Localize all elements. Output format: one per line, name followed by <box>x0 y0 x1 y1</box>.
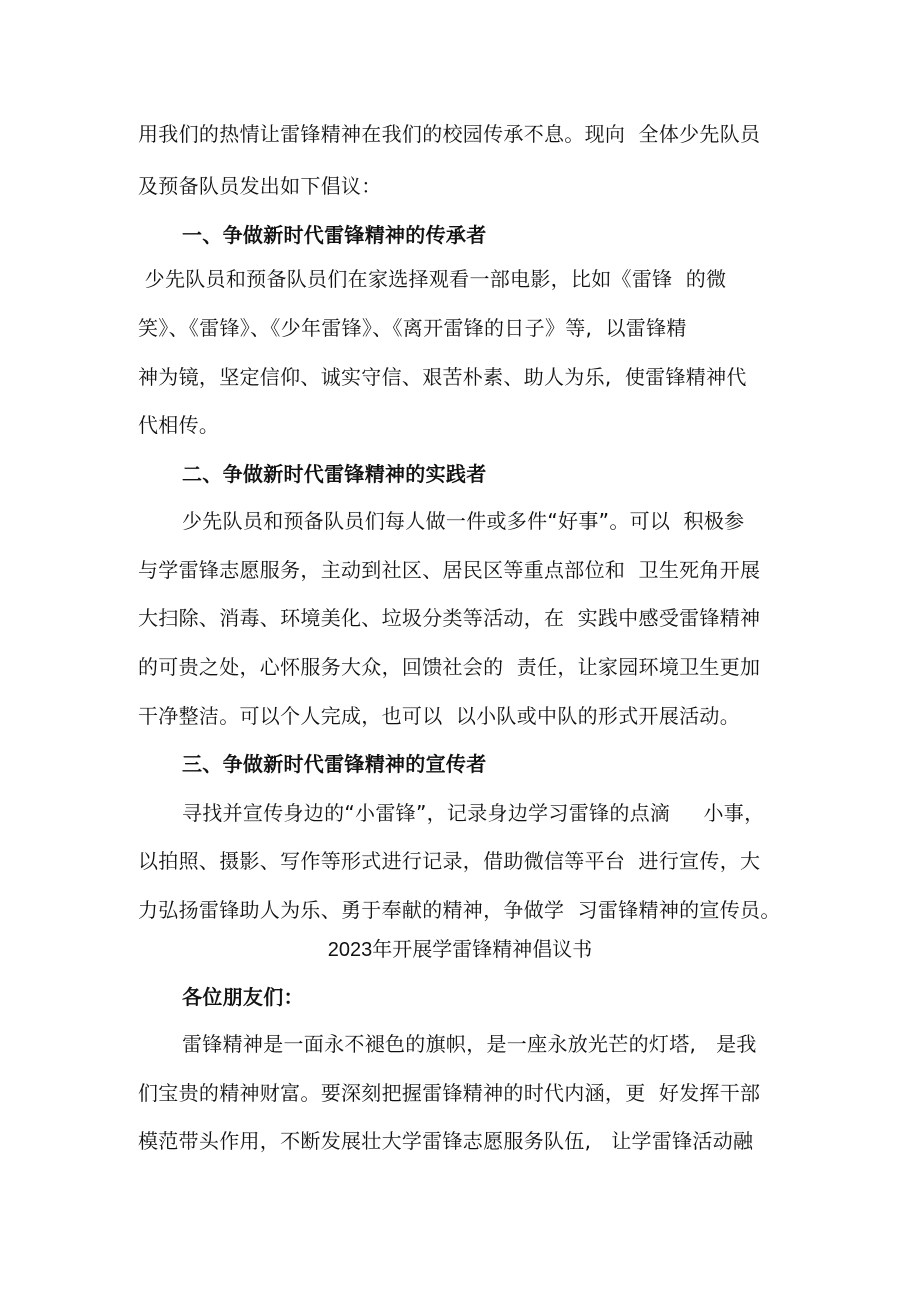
body-line: 雷锋精神是一面永不褪色的旗帜，是一座永放光芒的灯塔, 是我 <box>182 1032 757 1056</box>
body-line: 少先队员和预备队员们在家选择观看一部电影，比如《雷锋 的微 <box>138 267 727 291</box>
document-title: 2023年开展学雷锋精神倡议书 <box>327 939 593 961</box>
body-line: 寻找并宣传身边的“小雷锋”，记录身边学习雷锋的点滴 小事， <box>182 801 765 825</box>
body-line: 的可贵之处，心怀服务大众，回馈社会的 责任，让家园环境卫生更加 <box>138 655 761 679</box>
intro-line: 及预备队员发出如下倡议： <box>138 174 382 198</box>
intro-line: 用我们的热情让雷锋精神在我们的校园传承不息。现向 全体少先队员 <box>138 122 761 146</box>
body-line: 干净整洁。可以个人完成，也可以 以小队或中队的形式开展活动。 <box>138 704 741 728</box>
body-line: 神为镜，坚定信仰、诚实守信、艰苦朴素、助人为乐, 使雷锋精神代 <box>138 365 747 389</box>
body-line: 少先队员和预备队员们每人做一件或多件“好事”。可以 积极参 <box>182 509 745 533</box>
greeting: 各位朋友们： <box>182 985 304 1009</box>
section-heading-1: 一、争做新时代雷锋精神的传承者 <box>182 223 487 247</box>
body-line: 笑》、《雷锋》、《少年雷锋》、《离开雷锋的日子》等, 以雷锋精 <box>138 316 687 340</box>
body-line: 代相传。 <box>138 413 220 437</box>
body-line: 以拍照、摄影、写作等形式进行记录，借助微信等平台 进行宣传，大 <box>138 849 761 873</box>
body-line: 大扫除、消毒、环境美化、垃圾分类等活动，在 实践中感受雷锋精神 <box>138 606 761 630</box>
body-line: 们宝贵的精神财富。要深刻把握雷锋精神的时代内涵，更 好发挥干部 <box>138 1081 761 1105</box>
body-line: 与学雷锋志愿服务，主动到社区、居民区等重点部位和 卫生死角开展 <box>138 558 761 582</box>
body-line: 模范带头作用，不断发展壮大学雷锋志愿服务队伍, 让学雷锋活动融 <box>138 1129 754 1153</box>
section-heading-3: 三、争做新时代雷锋精神的宣传者 <box>182 752 487 776</box>
section-heading-2: 二、争做新时代雷锋精神的实践者 <box>182 462 487 486</box>
body-line: 力弘扬雷锋助人为乐、勇于奉献的精神，争做学 习雷锋精神的宣传员。 <box>138 898 781 922</box>
